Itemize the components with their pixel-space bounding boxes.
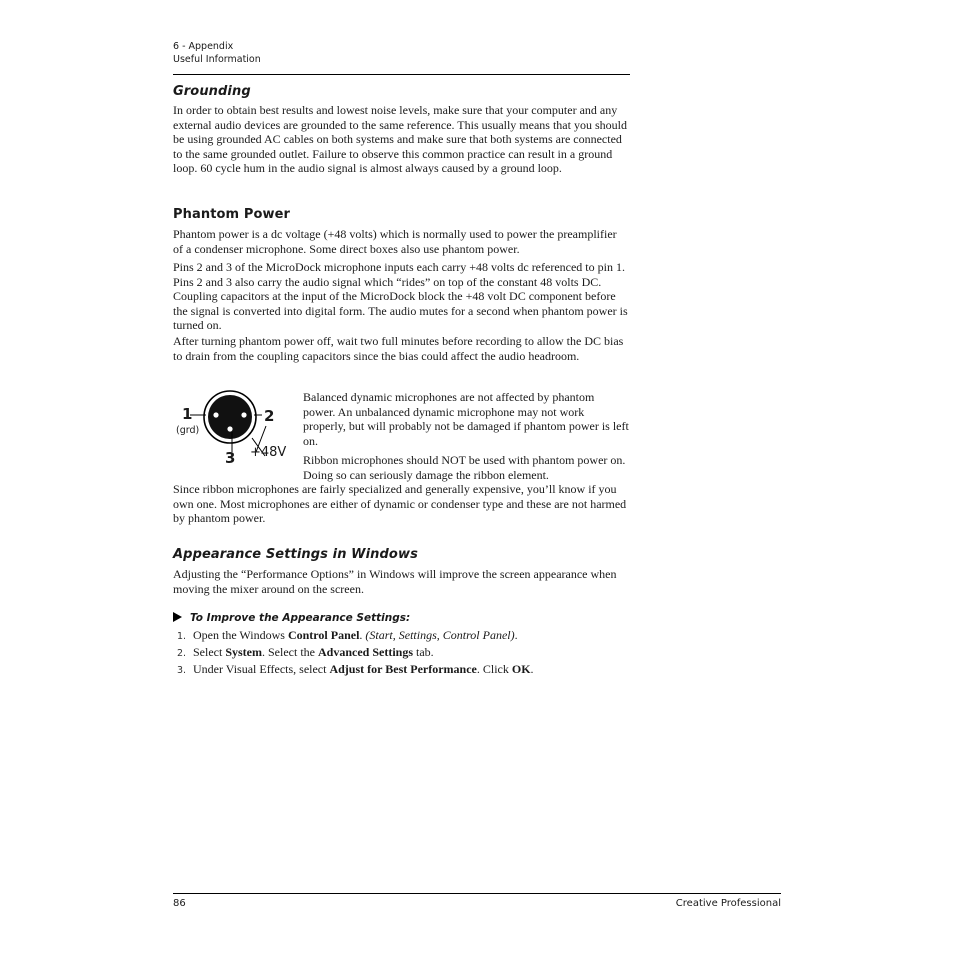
header-rule: [173, 74, 630, 75]
grounding-body: In order to obtain best results and lowest noise levels, make sure that your computer and any external audio devices are grounded to the same reference. This usually means that you should be using grounded AC cables on both systems and make sure that both systems are connected to the same grounded outlet. Failure to observe this common practice can result in a ground loop. 60 cycle hum in the audio signal is almost always caused by a ground loop.: [173, 103, 627, 175]
pin-1-label: 1: [182, 405, 193, 423]
step-text: Open the Windows: [193, 628, 288, 642]
phantom-heading: Phantom Power: [173, 207, 291, 222]
page-number: 86: [173, 898, 186, 909]
step-text: .: [359, 628, 366, 642]
footer-rule: [173, 893, 781, 894]
appearance-heading: Appearance Settings in Windows: [173, 547, 418, 562]
list-item: [173, 662, 534, 678]
step-emphasis: Control Panel: [287, 628, 360, 642]
pin-3-label: 3: [225, 449, 236, 467]
ground-label: (grd): [176, 425, 200, 436]
phantom-para-3: After turning phantom power off, wait two full minutes before recording to allow the DC bias to drain from the coupling capacitors since the bias could affect the audio headroom.: [173, 334, 624, 363]
procedure-title: To Improve the Appearance Settings:: [190, 612, 411, 624]
section-label: Useful Information: [173, 54, 261, 65]
list-item: [173, 645, 434, 661]
xlr-pinout-diagram: [170, 390, 300, 470]
step-text: Under Visual Effects, select: [193, 662, 330, 676]
step-text: .: [514, 628, 518, 642]
chapter-label: 6 - Appendix: [173, 41, 234, 52]
step-emphasis: OK: [511, 662, 531, 676]
step-number: 1.: [177, 631, 187, 642]
footer-product: Creative Professional: [675, 898, 781, 909]
grounding-heading: Grounding: [173, 84, 251, 99]
phantom-para-1: Phantom power is a dc voltage (+48 volts) which is normally used to power the preamplifier of a condenser microphone. Some direct boxes also use phantom power.: [173, 227, 617, 256]
appearance-body: Adjusting the “Performance Options” in Windows will improve the screen appearance when moving the mixer around on the screen.: [173, 567, 617, 596]
step-text: . Click: [476, 662, 512, 676]
step-number: 3.: [177, 665, 187, 676]
procedure-heading: [173, 611, 410, 625]
phantom-para-5b: Since ribbon microphones are fairly specialized and generally expensive, you’ll know if you own one. Most microphones are either of dynamic or condenser type and these are not harmed by phantom power.: [173, 482, 627, 525]
step-text: .: [530, 662, 534, 676]
phantom-para-2: Pins 2 and 3 of the MicroDock microphone inputs each carry +48 volts dc referenced to pin 1. Pins 2 and 3 also carry the audio signal which “rides” on top of the constant 48 volts DC. Coupling capacitors at the input of the MicroDock block the +48 volt DC component before the signal is converted into digital form. The audio mutes for a second when phantom power is turned on.: [173, 260, 628, 332]
play-arrow-icon: [173, 612, 182, 622]
list-item: [173, 628, 518, 644]
pin-2-label: 2: [264, 407, 275, 425]
step-emphasis: Adjust for Best Performance: [329, 662, 477, 676]
step-text: Select: [193, 645, 226, 659]
phantom-para-4: Balanced dynamic microphones are not affected by phantom power. An unbalanced dynamic microphone may not work properly, but will probably not be damaged if phantom power is left on.: [303, 390, 629, 448]
step-emphasis: System: [225, 645, 262, 659]
voltage-label: +48V: [250, 445, 287, 460]
step-text: tab.: [413, 645, 434, 659]
step-emphasis: Advanced Settings: [317, 645, 413, 659]
step-number: 2.: [177, 648, 187, 659]
step-text: . Select the: [262, 645, 318, 659]
step-path: (Start, Settings, Control Panel): [365, 628, 515, 642]
phantom-para-5a: Ribbon microphones should NOT be used with phantom power on. Doing so can seriously damage the ribbon element.: [303, 453, 626, 482]
